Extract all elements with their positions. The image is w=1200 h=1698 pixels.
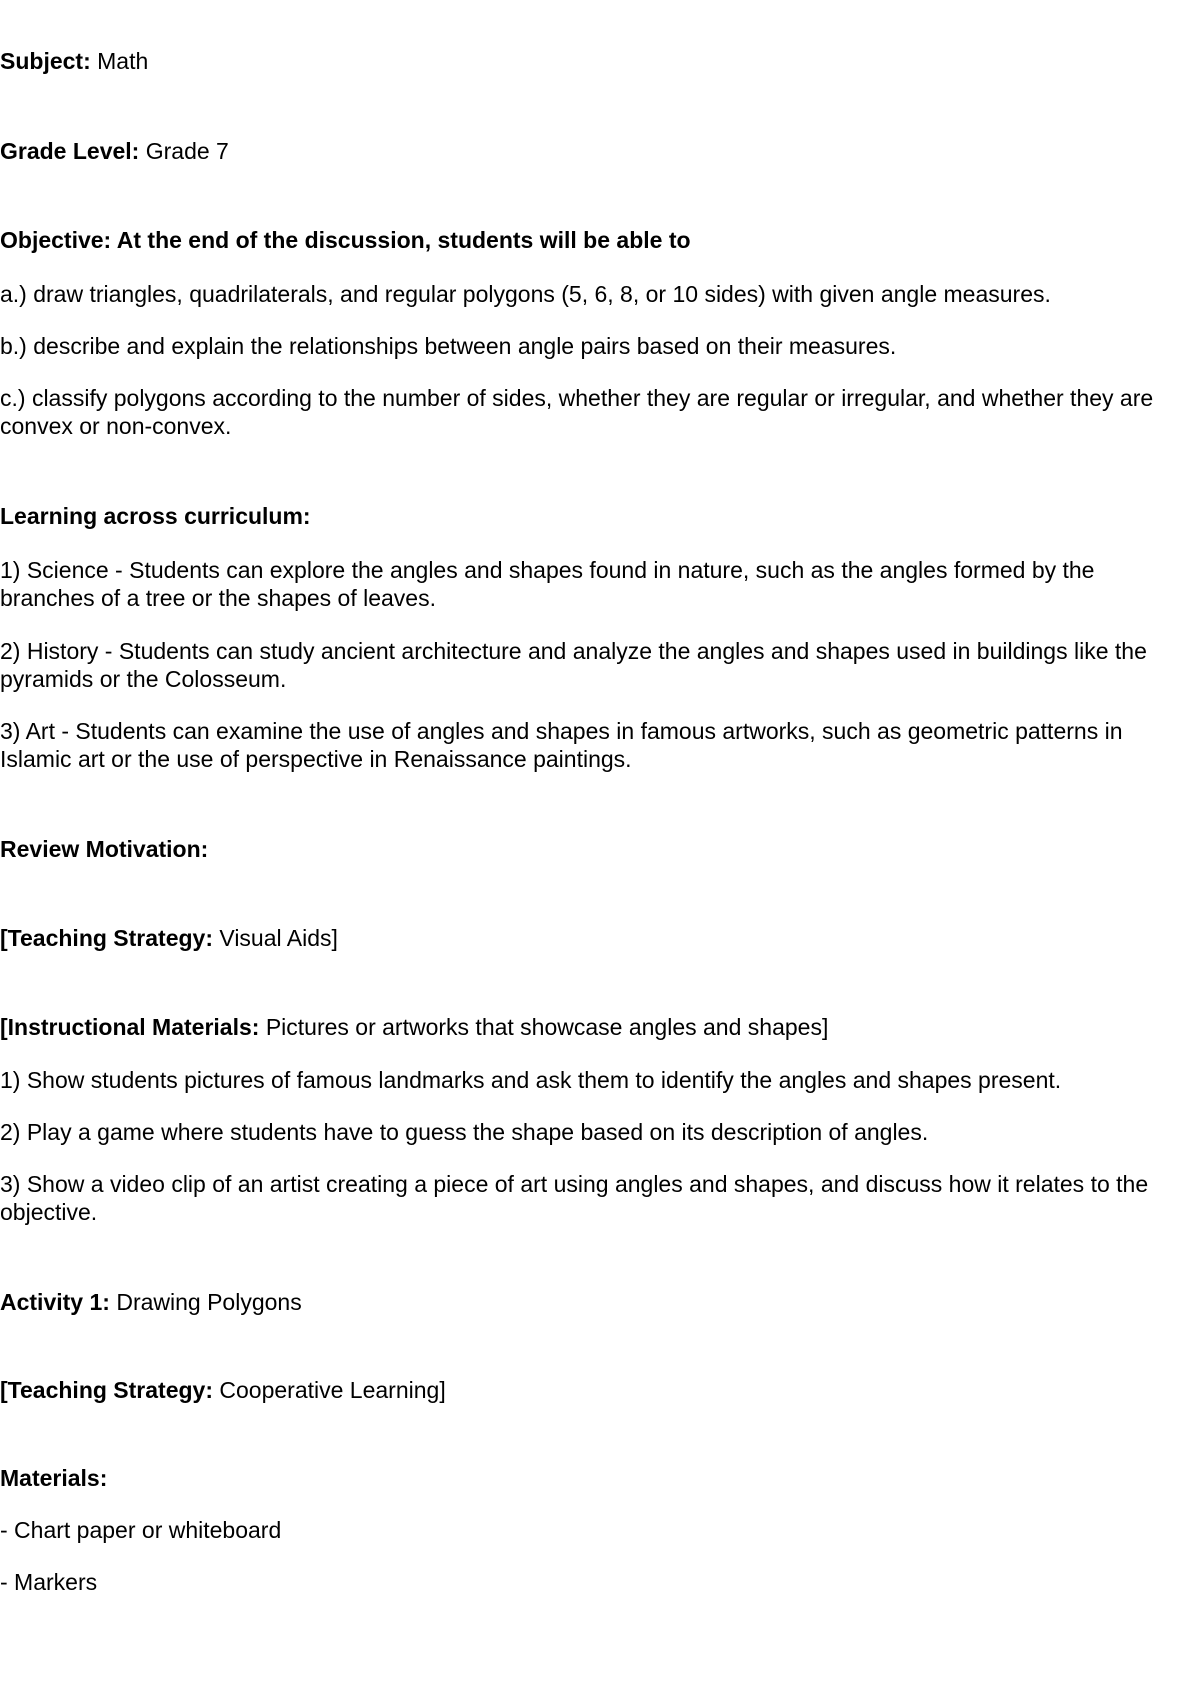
objective-item: c.) classify polygons according to the number of sides, whether they are regular or irregular, and whether they are convex or non-convex. <box>0 385 1154 439</box>
activity1-line <box>0 1288 1195 1316</box>
review-materials-line <box>0 1013 1195 1041</box>
grade-label: Grade Level: <box>0 138 140 164</box>
materials-item: - Chart paper or whiteboard <box>0 1517 282 1543</box>
activity1-strategy-label: [Teaching Strategy: <box>0 1377 213 1403</box>
objective-label: Objective: <box>0 227 112 253</box>
materials-heading: Materials: <box>0 1465 108 1491</box>
objective-item: b.) describe and explain the relationships between angle pairs based on their measures. <box>0 333 897 359</box>
review-item: 2) Play a game where students have to guess the shape based on its description of angles. <box>0 1119 929 1145</box>
review-materials-label: [Instructional Materials: <box>0 1014 260 1040</box>
subject-line <box>0 47 1195 75</box>
review-item: 3) Show a video clip of an artist creating a piece of art using angles and shapes, and discuss how it relates to the objective. <box>0 1171 1149 1225</box>
activity1-value: Drawing Polygons <box>109 1289 302 1315</box>
objective-item: a.) draw triangles, quadrilaterals, and regular polygons (5, 6, 8, or 10 sides) with given angle measures. <box>0 281 1051 307</box>
grade-line <box>0 137 1195 165</box>
review-strategy-line <box>0 924 1195 952</box>
curriculum-item: 3) Art - Students can examine the use of angles and shapes in famous artworks, such as geometric patterns in Islamic art or the use of perspective in Renaissance paintings. <box>0 718 1123 772</box>
review-item: 1) Show students pictures of famous landmarks and ask them to identify the angles and shapes present. <box>0 1067 1062 1093</box>
review-strategy-label: [Teaching Strategy: <box>0 925 213 951</box>
grade-value: Grade 7 <box>139 138 229 164</box>
activity1-strategy-value: Cooperative Learning] <box>213 1377 446 1403</box>
review-heading: Review Motivation: <box>0 836 209 862</box>
materials-item: - Markers <box>0 1569 98 1595</box>
objective-line <box>0 226 1195 254</box>
curriculum-item: 1) Science - Students can explore the angles and shapes found in nature, such as the angles formed by the branches of a tree or the shapes of leaves. <box>0 557 1095 611</box>
subject-label: Subject: <box>0 48 91 74</box>
activity1-strategy-line <box>0 1376 1195 1404</box>
curriculum-item: 2) History - Students can study ancient architecture and analyze the angles and shapes used in buildings like the pyramids or the Colosseum. <box>0 638 1147 692</box>
activity1-label: Activity 1: <box>0 1289 110 1315</box>
curriculum-heading: Learning across curriculum: <box>0 503 311 529</box>
objective-intro: At the end of the discussion, students will be able to <box>111 227 691 253</box>
subject-value: Math <box>90 48 149 74</box>
review-strategy-value: Visual Aids] <box>213 925 338 951</box>
review-materials-value: Pictures or artworks that showcase angles and shapes] <box>259 1014 829 1040</box>
